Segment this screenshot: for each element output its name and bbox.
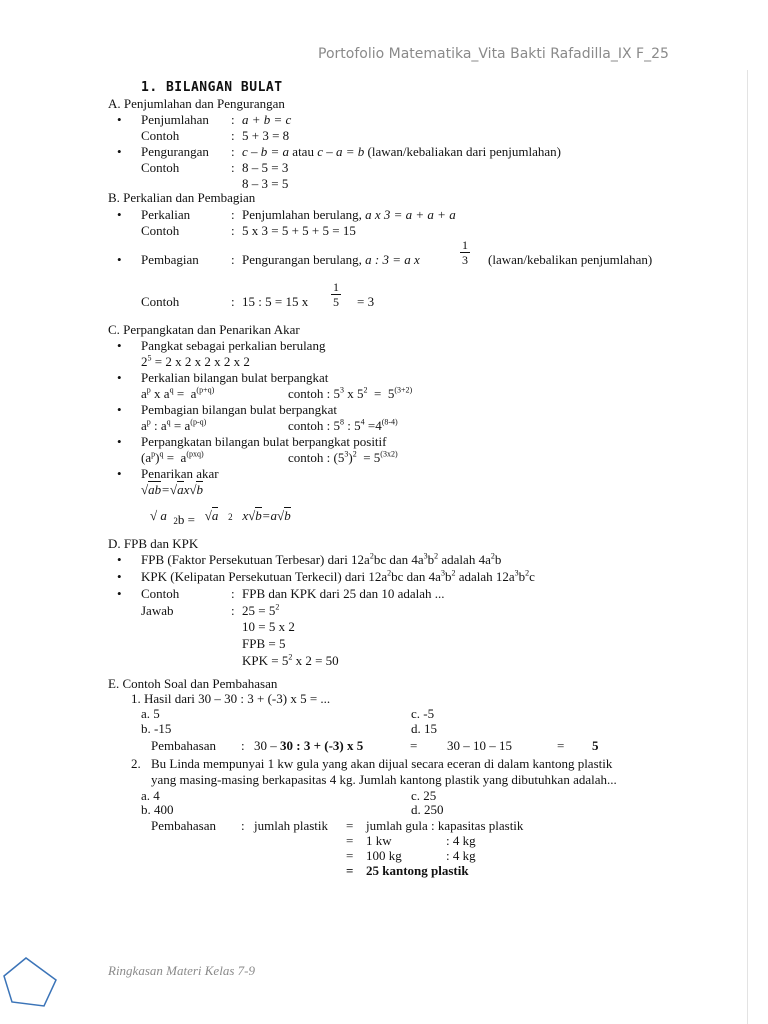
contoh-text: FPB dan KPK dari 25 dan 10 adalah ... (242, 586, 445, 601)
bullet-pembagian-pangkat: • Pembagian bilangan bulat berpangkat (141, 402, 337, 418)
contoh-label: Contoh (141, 294, 180, 309)
equals: = (346, 848, 354, 863)
j4-post: x 2 = 50 (292, 653, 339, 668)
pembagian-formula: a : 3 = a x (365, 252, 420, 267)
p2-l3-right: : 4 kg (446, 848, 476, 863)
p2-l2-right: : 4 kg (446, 833, 476, 848)
heading-a: A. Penjumlahan dan Pengurangan (108, 96, 285, 111)
perkalian-formula: a x 3 = a + a + a (365, 207, 456, 222)
frac-num: 1 (333, 280, 339, 294)
contoh-value: 8 – 5 = 3 (242, 160, 289, 175)
p1-answer: 5 (592, 738, 599, 753)
contoh-word: contoh : (288, 418, 331, 433)
p1-step1-a: 30 – (254, 738, 277, 753)
formula-akar-1: √ab=√ax√b (141, 482, 203, 497)
page-footer: Ringkasan Materi Kelas 7-9 (108, 963, 255, 978)
bullet-penarikan-akar: • Penarikan akar (141, 466, 219, 482)
frac-den: 3 (462, 253, 468, 267)
jawab-line-2: 10 = 5 x 2 (242, 619, 295, 634)
contoh-perkalian-pangkat: contoh : $5^3$ x $5^2 = 5^{(3+2)}$ (288, 385, 413, 401)
penjumlahan-formula: a + b = c (242, 112, 292, 127)
q2-line-2: yang masing-masing berkapasitas 4 kg. Jumlah kantong plastik yang dibutuhkan adalah... (151, 772, 617, 787)
pembahasan-label: Pembahasan (151, 818, 216, 833)
section-title: 1. BILANGAN BULAT (141, 80, 283, 95)
pengurangan-f2: c – a = b (317, 144, 365, 159)
formula-perkalian-pangkat: $a^p$ x $a^q = a^{(p+q)}$ (141, 385, 215, 401)
pembagian-note: (lawan/kebalikan penjumlahan) (488, 252, 653, 267)
fraction-one-third (460, 238, 470, 267)
equals: = (346, 818, 354, 833)
jawab-line-4: KPK = $5^2$ x 2 = 50 (242, 652, 339, 668)
equals: = (346, 863, 354, 878)
colon: : (231, 160, 235, 175)
q2-number: 2. (131, 756, 141, 771)
pengurangan-line (242, 144, 561, 160)
bullet-perpangkatan: • Perpangkatan bilangan bulat berpangkat positif (141, 434, 386, 450)
colon: : (241, 818, 245, 833)
p2-l1-left: jumlah plastik (254, 818, 329, 833)
contoh-pembagian-pangkat: contoh : $5^8$ : $5^4 =4^{(8-4)}$ (288, 417, 398, 433)
p1-step1 (254, 738, 363, 754)
formula-akar-2: √ a $_2$b = √a 2 x√b=a√b (150, 508, 291, 527)
q1-option-d: d. 15 (411, 721, 437, 736)
page-header: Portofolio Matematika_Vita Bakti Rafadilla_IX F_25 (318, 46, 669, 62)
jawab-line-3: FPB = 5 (242, 636, 286, 651)
p2-l2-left: 1 kw (366, 833, 392, 848)
right-margin-line (747, 70, 748, 1024)
colon: : (231, 112, 235, 127)
kpk-text: KPK (Kelipatan Persekutuan Terkecil) dari 12a (141, 569, 388, 584)
colon: : (231, 207, 235, 222)
heading-d: D. FPB dan KPK (108, 536, 199, 551)
bullet-fpb: • FPB (Faktor Persekutuan Terbesar) dari $12a^2bc$ dan $4a^3b^2$ adalah $4a^2b$ (141, 552, 501, 568)
formula-pembagian-pangkat: $a^p$ : $a^q = a^{(p-q)}$ (141, 417, 207, 433)
p1-step2: 30 – 10 – 15 (447, 738, 512, 753)
heading-c: C. Perpangkatan dan Penarikan Akar (108, 322, 300, 337)
q2-option-c: c. 25 (411, 788, 437, 803)
bullet-contoh: • Contoh (141, 586, 179, 602)
question-1: 1. Hasil dari 30 – 30 : 3 + (-3) x 5 = ... (131, 691, 331, 706)
contoh-label: Contoh (141, 223, 180, 238)
colon: : (241, 738, 245, 753)
contoh-label: Contoh (141, 160, 180, 175)
colon: : (231, 252, 235, 267)
perkalian-text: Penjumlahan berulang, (242, 207, 366, 222)
q1-option-a: a. 5 (141, 706, 160, 721)
contoh-word: contoh : (288, 450, 331, 465)
pembahasan-label: Pembahasan (151, 738, 216, 753)
bullet-pangkat: • Pangkat sebagai perkalian berulang (141, 338, 325, 354)
q2-line-1: Bu Linda mempunyai 1 kw gula yang akan dijual secara eceran di dalam kantong plastik (151, 756, 613, 771)
j4: KPK = 5 (242, 653, 289, 668)
contoh-value: 5 x 3 = 5 + 5 + 5 = 15 (242, 223, 356, 238)
pengurangan-note: (lawan/kebaliakan dari penjumlahan) (364, 144, 561, 159)
equals: = (346, 833, 354, 848)
j1: 25 = 5 (242, 603, 276, 618)
perkalian-line (242, 207, 456, 223)
contoh2-pre: 15 : 5 = 15 x (242, 294, 309, 309)
bullet-kpk: • KPK (Kelipatan Persekutuan Terkecil) dari $12a^2bc$ dan $4a^3b^2$ adalah $12a^3b^2c$ (141, 569, 535, 585)
pembagian-text: Pengurangan berulang, (242, 252, 366, 267)
colon: : (231, 294, 235, 309)
pengurangan-f1: c – b = a (242, 144, 290, 159)
jawab-label: Jawab (141, 603, 174, 618)
contoh-perpangkatan: contoh : $(5^3)^2 = 5^{(3x2)}$ (288, 449, 398, 465)
pembagian-line (242, 252, 420, 268)
frac-den: 5 (333, 295, 339, 309)
contoh-word: contoh : (288, 386, 331, 401)
heading-b: B. Perkalian dan Pembagian (108, 190, 256, 205)
q2-option-b: b. 400 (141, 802, 174, 817)
bullet-perkalian: • Perkalian (141, 207, 190, 223)
bullet-pengurangan: • Pengurangan (141, 144, 209, 160)
atau: atau (289, 144, 318, 159)
p2-answer: 25 kantong plastik (366, 863, 469, 878)
equals: = (557, 738, 565, 753)
q1-option-c: c. -5 (411, 706, 435, 721)
equals: = (410, 738, 418, 753)
p2-l3-left: 100 kg (366, 848, 402, 863)
colon: : (231, 223, 235, 238)
footer-pentagon-icon (0, 954, 66, 1010)
contoh2-post: = 3 (357, 294, 375, 309)
bullet-pembagian: • Pembagian (141, 252, 199, 268)
fraction-one-fifth (331, 280, 341, 309)
q1-option-b: b. -15 (141, 721, 172, 736)
q2-option-a: a. 4 (141, 788, 160, 803)
contoh-label: Contoh (141, 128, 180, 143)
bullet-perkalian-pangkat: • Perkalian bilangan bulat berpangkat (141, 370, 328, 386)
p2-l1-right: jumlah gula : kapasitas plastik (366, 818, 524, 833)
colon: : (231, 603, 235, 618)
pangkat-sub: = 2 x 2 x 2 x 2 x 2 (154, 354, 250, 369)
formula-perpangkatan: $(a^p)^q = a^{(pxq)}$ (141, 449, 204, 465)
q2-option-d: d. 250 (411, 802, 444, 817)
pangkat-example: $2^5 = 2$ x 2 x 2 x 2 x 2 (141, 353, 250, 369)
colon: : (231, 586, 235, 601)
contoh-value: 5 + 3 = 8 (242, 128, 290, 143)
jawab-line-1: $25 = 5^2$ (242, 602, 280, 618)
contoh-value: 8 – 3 = 5 (242, 176, 289, 191)
p1-step1-b: 30 : 3 + (-3) x 5 (280, 738, 364, 753)
colon: : (231, 144, 235, 159)
frac-num: 1 (462, 238, 468, 252)
bullet-penjumlahan: • Penjumlahan (141, 112, 209, 128)
heading-e: E. Contoh Soal dan Pembahasan (108, 676, 278, 691)
fpb-text: FPB (Faktor Persekutuan Terbesar) dari 12a (141, 552, 370, 567)
colon: : (231, 128, 235, 143)
